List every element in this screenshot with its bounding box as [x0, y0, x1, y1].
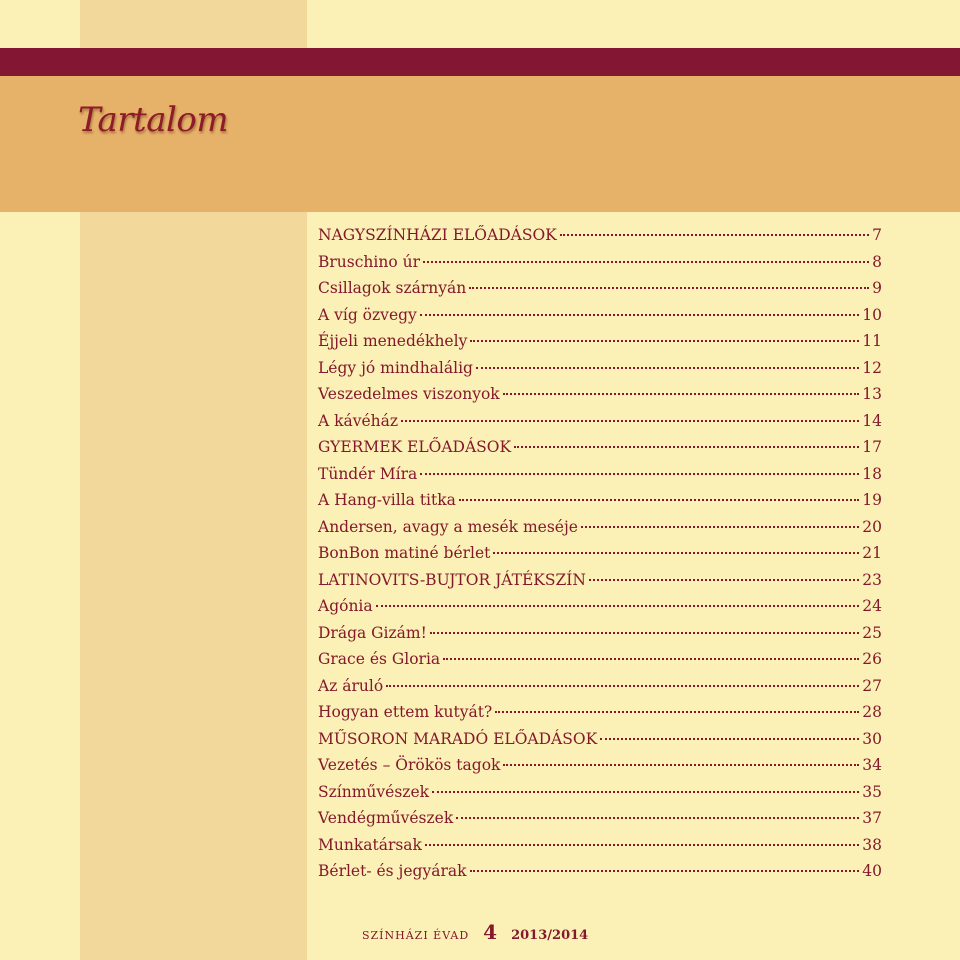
toc-entry	[318, 359, 882, 386]
toc-entry	[318, 597, 882, 624]
dot-leader	[589, 579, 859, 581]
dot-leader	[386, 685, 859, 687]
toc-entry	[318, 571, 882, 598]
toc-entry-page: 38	[862, 835, 882, 854]
toc-entry	[318, 783, 882, 810]
toc-entry-title: A Hang-villa titka	[318, 491, 456, 509]
toc-entry-page: 24	[862, 597, 882, 615]
dot-leader	[425, 844, 859, 846]
toc-entry-page: 34	[862, 756, 882, 774]
toc-entry	[318, 650, 882, 677]
dot-leader	[581, 526, 859, 528]
toc-entry	[318, 703, 882, 730]
toc-entry-title: Munkatársak	[318, 835, 422, 854]
dot-leader	[423, 261, 869, 263]
dot-leader	[600, 738, 859, 740]
toc-entry	[318, 677, 882, 704]
toc-entry	[318, 809, 882, 836]
dot-leader	[443, 658, 859, 660]
page-title: Tartalom	[78, 100, 229, 140]
toc-entry	[318, 438, 882, 465]
toc-entry-page: 27	[862, 676, 882, 695]
toc-entry-page: 28	[862, 703, 882, 721]
toc-entry-page: 7	[872, 226, 882, 244]
dot-leader	[560, 234, 869, 236]
toc-entry-title: A víg özvegy	[318, 305, 417, 324]
dot-leader	[476, 367, 859, 369]
toc-entry	[318, 836, 882, 863]
magazine-name: SZÍNHÁZI ÉVAD	[362, 929, 470, 942]
dot-leader	[420, 473, 859, 475]
toc-entry-page: 30	[862, 729, 882, 748]
toc-entry-title: Grace és Gloria	[318, 650, 441, 668]
toc-entry-page: 20	[862, 517, 882, 536]
dot-leader	[470, 870, 860, 872]
toc-entry-page: 13	[862, 385, 882, 403]
toc-entry-page: 10	[862, 305, 882, 324]
dot-leader	[456, 817, 859, 819]
dot-leader	[376, 605, 860, 607]
toc-entry-title: Éjjeli menedékhely	[318, 332, 468, 350]
dot-leader	[430, 632, 859, 634]
toc-entry-page: 19	[862, 491, 882, 509]
table-of-contents	[318, 226, 882, 889]
toc-entry-title: LATINOVITS-BUJTOR JÁTÉKSZÍN	[318, 570, 586, 589]
toc-entry	[318, 756, 882, 783]
toc-entry-page: 8	[872, 252, 882, 271]
toc-entry-page: 37	[862, 809, 882, 827]
toc-entry-title: Bruschino úr	[318, 252, 420, 271]
toc-entry-title: Vezetés – Örökös tagok	[318, 756, 501, 774]
toc-entry-title: BonBon matiné bérlet	[318, 544, 491, 562]
toc-entry-page: 21	[862, 544, 882, 562]
toc-entry	[318, 332, 882, 359]
toc-entry-title: Tündér Míra	[318, 464, 418, 483]
top-bar	[0, 48, 960, 76]
toc-entry-title: Csillagok szárnyán	[318, 279, 467, 297]
toc-entry	[318, 412, 882, 439]
toc-entry-title: A kávéház	[318, 411, 399, 430]
toc-entry	[318, 544, 882, 571]
toc-entry-page: 23	[862, 570, 882, 589]
toc-entry-title: Drága Gizám!	[318, 623, 427, 642]
page-footer	[362, 920, 588, 944]
toc-entry-page: 9	[872, 279, 882, 297]
toc-entry-title: Veszedelmes viszonyok	[318, 385, 500, 403]
dot-leader	[493, 552, 859, 554]
toc-entry	[318, 306, 882, 333]
dot-leader	[469, 287, 869, 289]
toc-entry	[318, 385, 882, 412]
dot-leader	[420, 314, 859, 316]
header-band	[0, 76, 960, 212]
toc-entry	[318, 226, 882, 253]
toc-entry-page: 40	[862, 862, 882, 880]
toc-entry	[318, 279, 882, 306]
toc-entry	[318, 491, 882, 518]
toc-entry-title: Agónia	[318, 597, 373, 615]
toc-entry-title: Színművészek	[318, 782, 430, 801]
dot-leader	[470, 340, 859, 342]
toc-entry-page: 14	[862, 411, 882, 430]
dot-leader	[459, 499, 859, 501]
toc-entry	[318, 624, 882, 651]
dot-leader	[503, 393, 860, 395]
dot-leader	[432, 791, 859, 793]
dot-leader	[401, 420, 859, 422]
toc-entry	[318, 518, 882, 545]
toc-entry-page: 35	[862, 782, 882, 801]
toc-entry-page: 26	[862, 650, 882, 668]
toc-entry	[318, 730, 882, 757]
toc-entry-page: 17	[862, 438, 882, 456]
toc-entry-title: GYERMEK ELŐADÁSOK	[318, 438, 512, 456]
toc-entry-page: 25	[862, 623, 882, 642]
toc-entry-title: NAGYSZÍNHÁZI ELŐADÁSOK	[318, 226, 557, 244]
dot-leader	[503, 764, 859, 766]
toc-entry-title: MŰSORON MARADÓ ELŐADÁSOK	[318, 729, 598, 748]
dot-leader	[514, 446, 859, 448]
toc-entry-title: Légy jó mindhalálig	[318, 358, 473, 377]
toc-entry-page: 11	[862, 332, 882, 350]
dot-leader	[495, 711, 859, 713]
season-label: 2013/2014	[511, 928, 589, 943]
toc-entry	[318, 465, 882, 492]
toc-entry	[318, 862, 882, 889]
toc-entry-page: 18	[862, 464, 882, 483]
toc-entry-title: Vendégművészek	[318, 809, 454, 827]
toc-entry-title: Andersen, avagy a mesék meséje	[318, 517, 578, 536]
page-number: 4	[483, 920, 498, 944]
toc-entry	[318, 253, 882, 280]
toc-entry-title: Hogyan ettem kutyát?	[318, 703, 493, 721]
toc-entry-title: Az áruló	[318, 676, 384, 695]
toc-entry-page: 12	[862, 358, 882, 377]
toc-entry-title: Bérlet- és jegyárak	[318, 862, 467, 880]
